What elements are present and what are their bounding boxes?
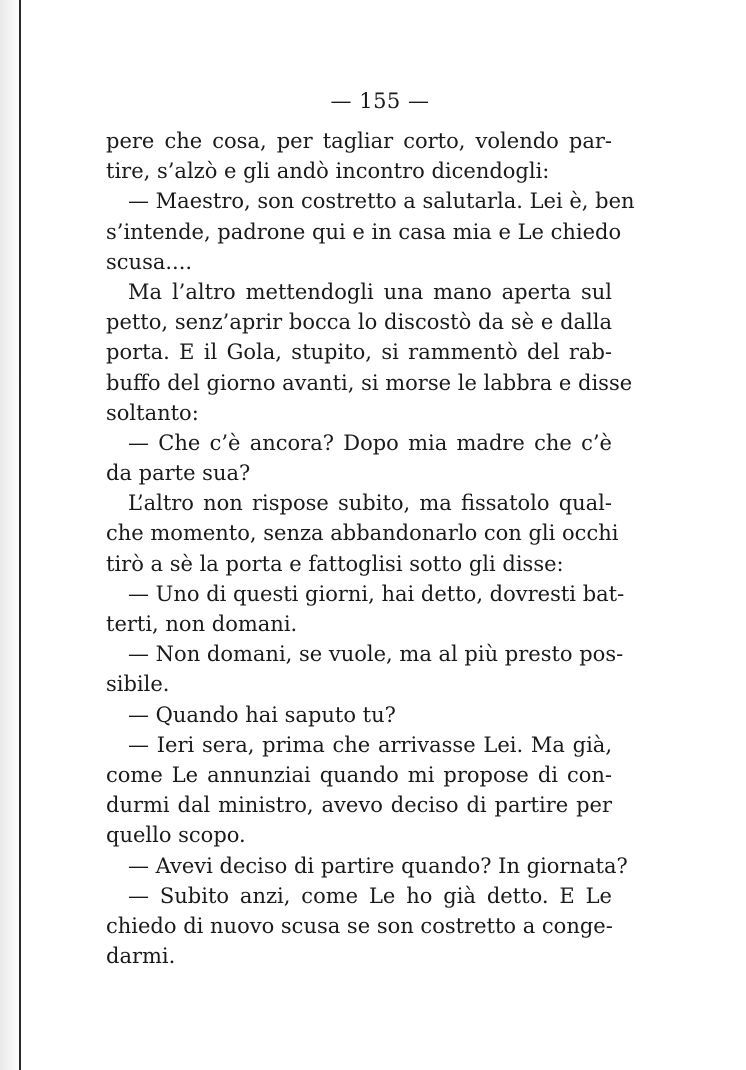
text-line: chiedo di nuovo scusa se son costretto a conge- [106, 913, 613, 938]
text-line: — Quando hai saputo tu? [128, 702, 396, 727]
text-line: porta. E il Gola, stupito, si rammentò del rab- [106, 340, 612, 365]
text-line: tirò a sè la porta e fattoglisi sotto gli disse: [106, 551, 564, 576]
text-line: quello scopo. [106, 823, 246, 848]
text-line: L’altro non rispose subito, ma fissatolo qual- [128, 491, 612, 516]
text-line: — Avevi deciso di partire quando? In giornata? [128, 853, 628, 878]
text-line: Ma l’altro mettendogli una mano aperta sul [128, 279, 612, 304]
text-line: darmi. [106, 944, 176, 969]
text-line: da parte sua? [106, 461, 251, 486]
text-line: terti, non domani. [106, 612, 298, 636]
text-line: s’intende, padrone qui e in casa mia e Le chiedo [106, 219, 622, 244]
text-line: buffo del giorno avanti, si morse le labbra e disse [106, 370, 633, 395]
body-text [106, 126, 635, 971]
page-spine-line [19, 0, 21, 1070]
text-line: soltanto: [106, 400, 199, 425]
text-line: tire, s’alzò e gli andò incontro dicendogli: [106, 159, 550, 184]
text-line: — Che c’è ancora? Dopo mia madre che c’è [128, 430, 612, 455]
text-line: che momento, senza abbandonarlo con gli occhi [106, 521, 619, 546]
text-line: petto, senz’aprir bocca lo discostò da sè e dalla [106, 310, 612, 335]
text-line: sibile. [106, 672, 170, 697]
text-line: — Subito anzi, come Le ho già detto. E Le [128, 883, 612, 908]
text-line: — Uno di questi giorni, hai detto, dovresti bat- [128, 581, 625, 606]
text-line: — Maestro, son costretto a salutarla. Lei è, ben [128, 189, 635, 214]
text-line: — Ieri sera, prima che arrivasse Lei. Ma già, [128, 732, 612, 757]
text-line: come Le annunziai quando mi propose di con- [106, 762, 612, 787]
text-line: pere che cosa, per tagliar corto, volendo par- [106, 129, 612, 153]
page-number: — 155 — [330, 89, 430, 113]
text-line: durmi dal ministro, avevo deciso di partire per [106, 793, 612, 818]
text-line: scusa.... [106, 249, 193, 274]
text-line: — Non domani, se vuole, ma al più presto pos- [128, 642, 624, 667]
